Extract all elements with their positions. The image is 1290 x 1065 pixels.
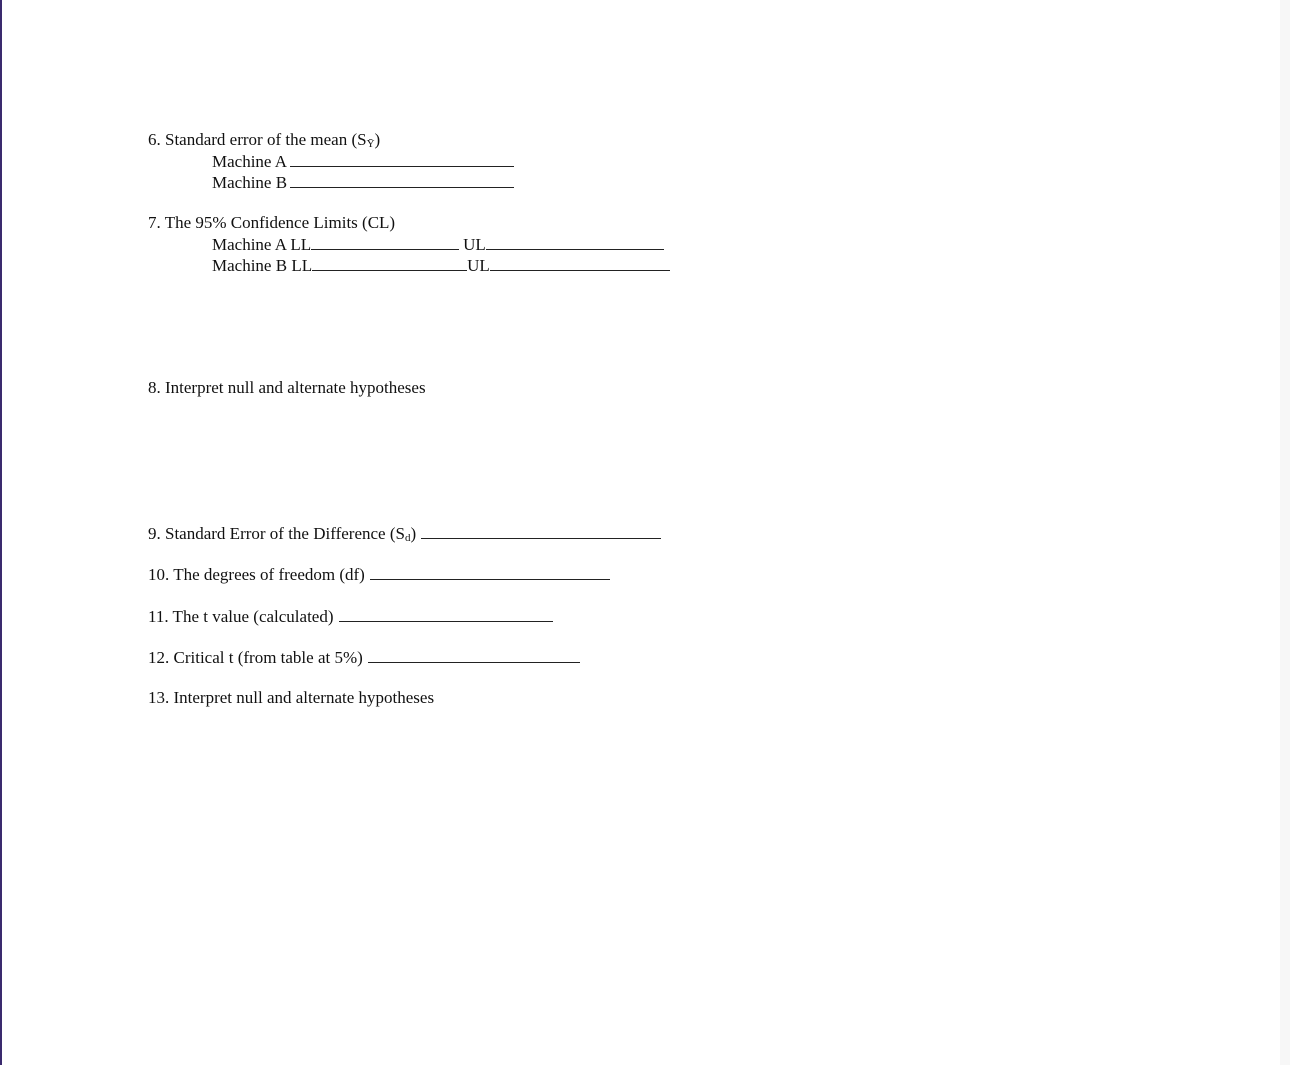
- q7-machine-a-ll-field[interactable]: [311, 234, 459, 250]
- q7-machine-b-separator: [457, 255, 467, 271]
- q7-machine-b-ul-label: UL: [467, 256, 490, 275]
- q9-text: 9. Standard Error of the Difference (S: [148, 524, 405, 543]
- q7-machine-a-ul-field[interactable]: [486, 234, 664, 250]
- q6-machine-b-answer-field[interactable]: [290, 172, 514, 188]
- q11-text: 11. The t value (calculated): [148, 607, 334, 626]
- q7-machine-b-ul-field[interactable]: [490, 255, 670, 271]
- right-margin-strip: [1280, 0, 1290, 1065]
- q11-row: [148, 606, 553, 627]
- q7-machine-b-row: [212, 255, 670, 276]
- q7-heading: 7. The 95% Confidence Limits (CL): [148, 213, 396, 232]
- q6-title: 6. Standard error of the mean (S: [148, 130, 367, 149]
- q9-answer-field[interactable]: [421, 523, 661, 539]
- q12-answer-field[interactable]: [368, 647, 580, 663]
- q7-machine-b-ll-label: Machine B LL: [212, 256, 313, 275]
- left-border: [0, 0, 2, 1065]
- q7-machine-a-row: [212, 234, 664, 255]
- q6-machine-a-answer-field[interactable]: [290, 151, 514, 167]
- q9-row: [148, 523, 661, 548]
- q12-text: 12. Critical t (from table at 5%): [148, 648, 363, 667]
- q9-text-end: ): [410, 524, 417, 543]
- q6-machine-a-label: Machine A: [212, 152, 288, 171]
- q9-subscript: d: [404, 532, 411, 544]
- q6-machine-a-row: [212, 151, 514, 172]
- q10-row: [148, 564, 610, 585]
- q7-machine-b-ll-field[interactable]: [312, 255, 457, 271]
- q11-answer-field[interactable]: [339, 606, 553, 622]
- q8-text: 8. Interpret null and alternate hypotheses: [148, 378, 426, 397]
- q10-text: 10. The degrees of freedom (df): [148, 565, 365, 584]
- q13-text: 13. Interpret null and alternate hypotheses: [148, 688, 435, 707]
- q6-machine-b-label: Machine B: [212, 173, 288, 192]
- q7-machine-a-ll-label: Machine A LL: [212, 235, 312, 254]
- q7-machine-a-ul-label: UL: [463, 235, 486, 254]
- q6-subscript: Ȳ: [366, 138, 375, 150]
- q6-title-end: ): [374, 130, 381, 149]
- q10-answer-field[interactable]: [370, 564, 610, 580]
- q12-row: [148, 647, 580, 668]
- q6-machine-b-row: [212, 172, 514, 193]
